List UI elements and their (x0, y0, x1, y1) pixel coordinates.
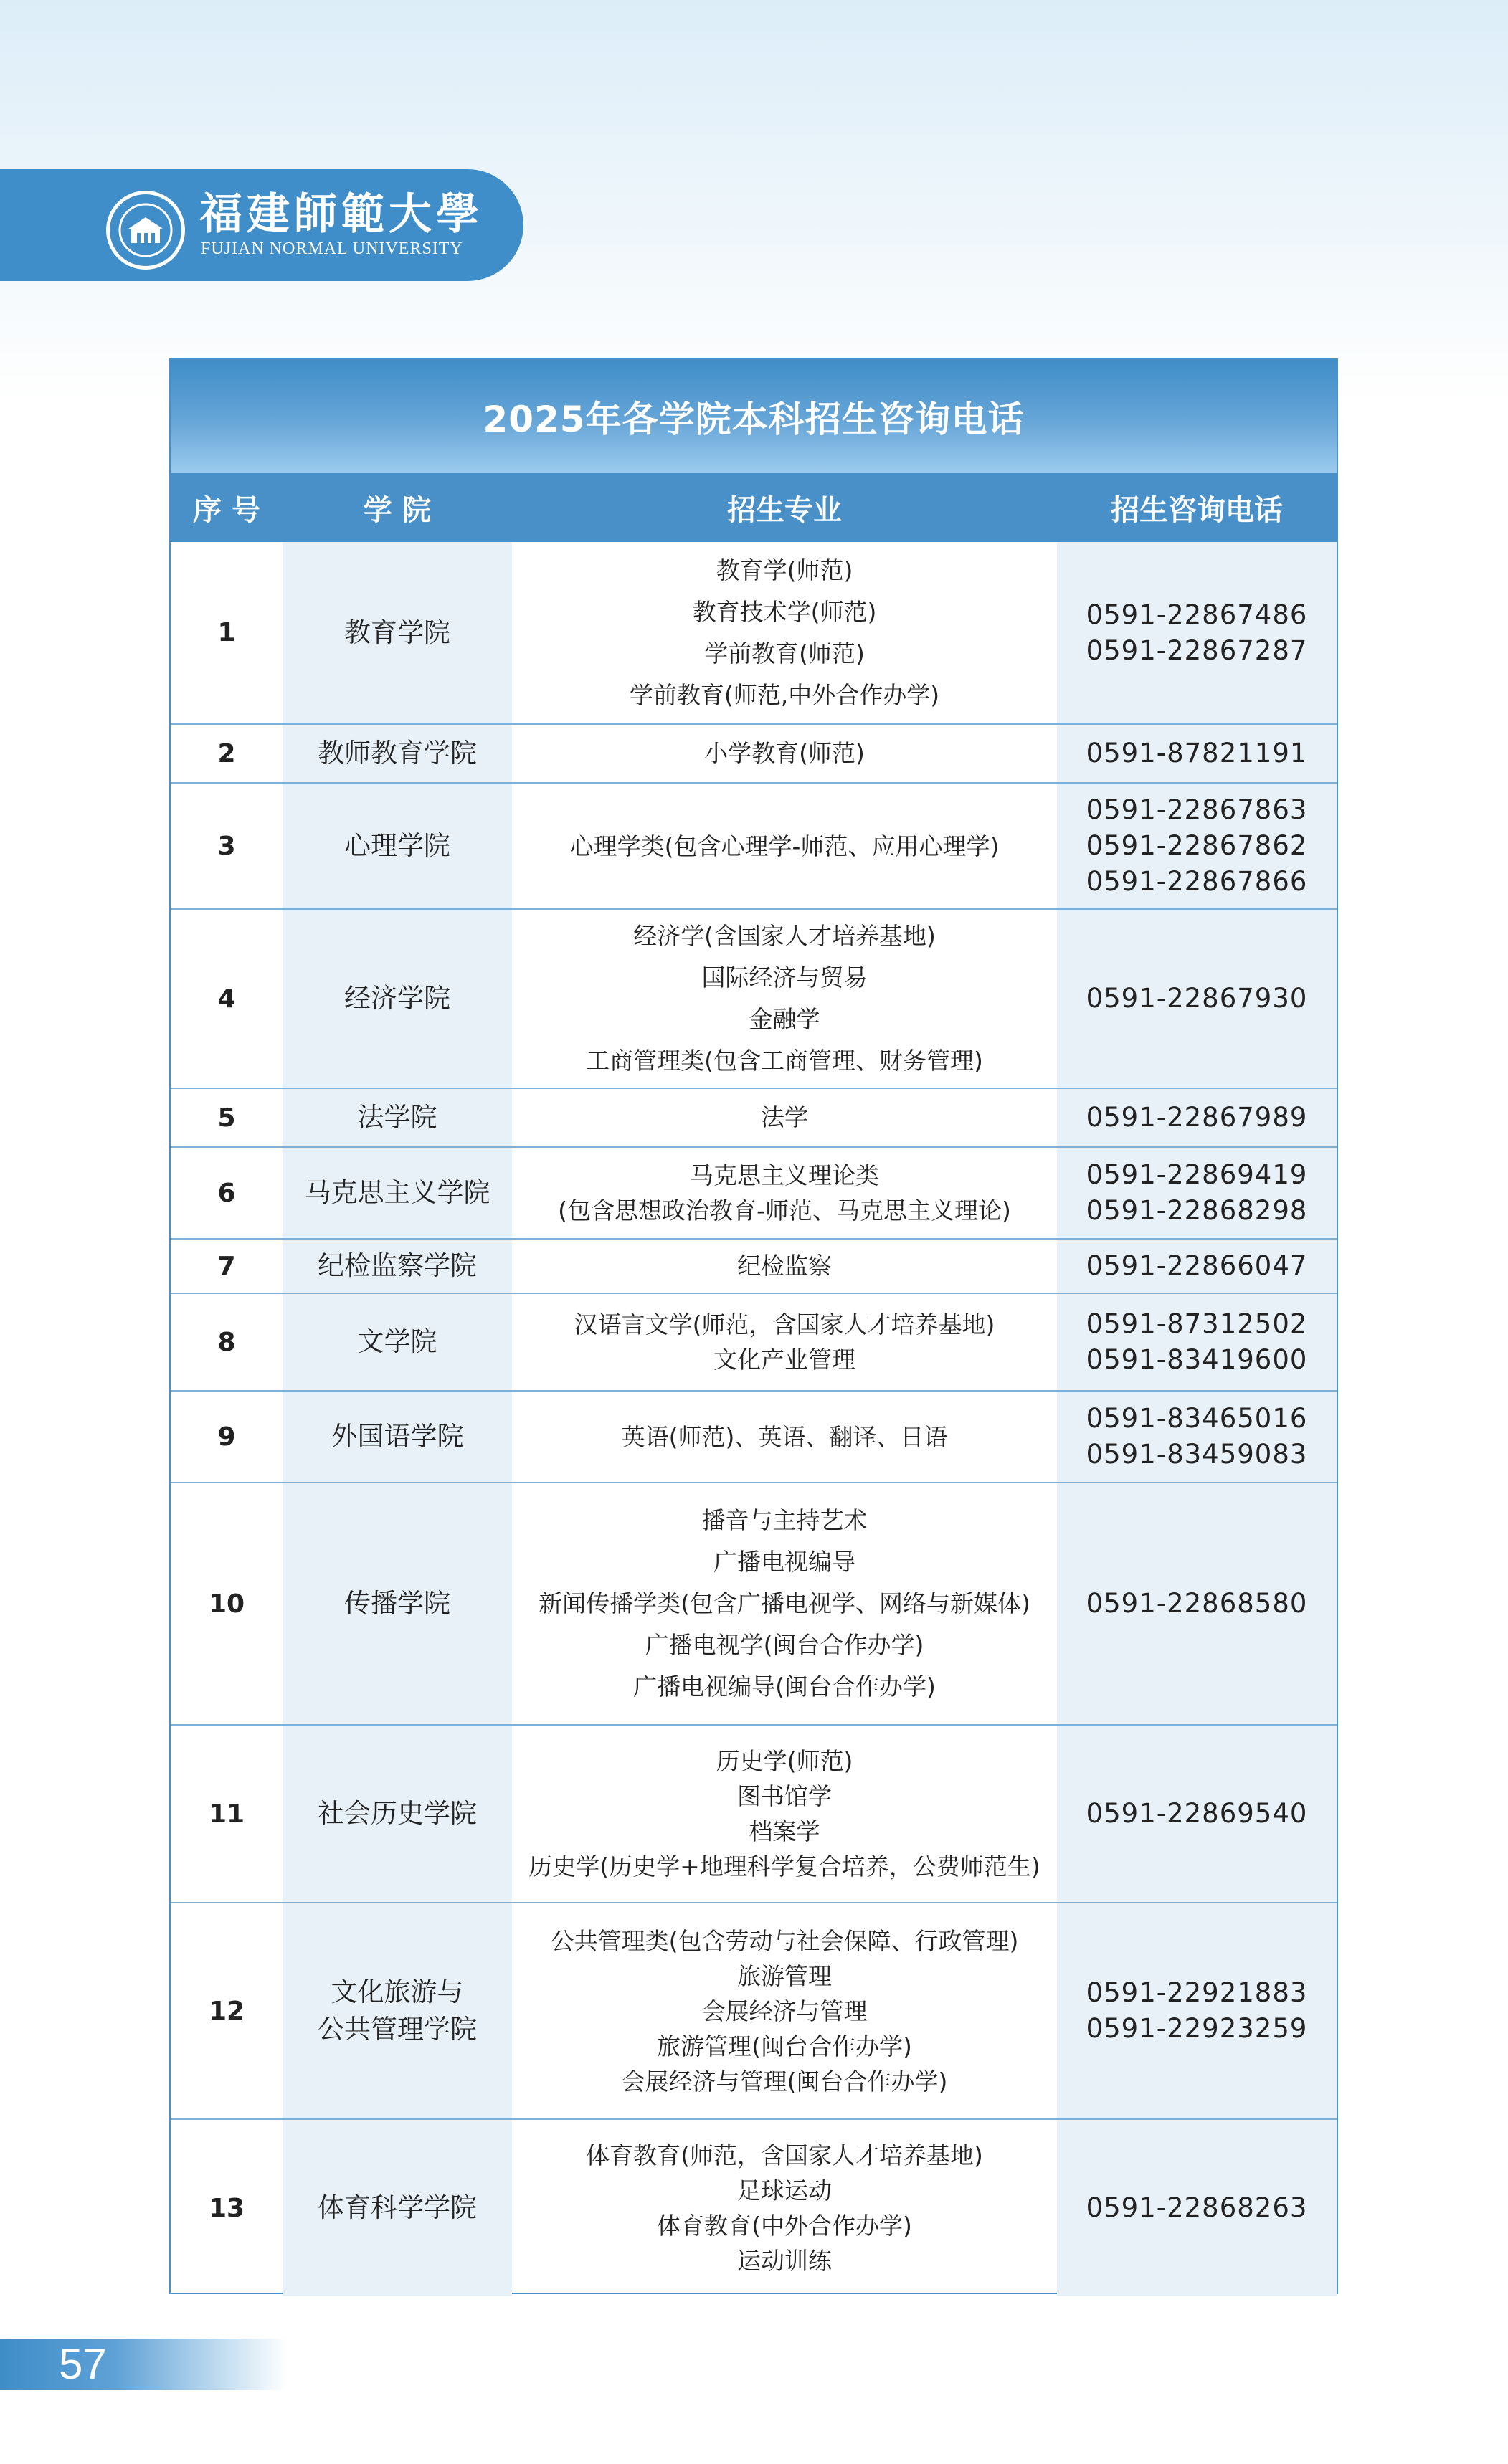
major-line: 图书馆学 (737, 1782, 832, 1810)
row-number: 9 (217, 1422, 236, 1452)
phone-number: 0591-22869419 (1086, 1159, 1308, 1190)
row-number: 8 (217, 1327, 236, 1357)
major-line: 纪检监察 (737, 1252, 832, 1280)
row-number: 2 (217, 738, 236, 769)
college-name-line: 传播学院 (344, 1588, 450, 1619)
majors-cell (512, 725, 1057, 782)
table-row (171, 1240, 1337, 1294)
phone-number: 0591-22869540 (1086, 1798, 1308, 1829)
major-line: 英语(师范)、英语、翻译、日语 (621, 1422, 948, 1451)
university-emblem-icon (106, 191, 185, 270)
phone-number: 0591-22868580 (1086, 1588, 1308, 1619)
college-name-line: 教师教育学院 (318, 738, 477, 769)
phone-cell (1057, 1240, 1337, 1293)
college-cell (283, 1392, 512, 1482)
majors-cell (512, 542, 1057, 723)
major-line: 教育技术学(师范) (692, 597, 877, 626)
table-row (171, 2120, 1337, 2296)
college-cell (283, 784, 512, 908)
phone-number: 0591-83465016 (1086, 1403, 1308, 1434)
major-line: 历史学(历史学+地理科学复合培养，公费师范生) (528, 1852, 1040, 1880)
college-name-line: 文化旅游与 (331, 1977, 464, 2007)
column-header-majors: 招生专业 (727, 493, 842, 527)
row-number: 13 (208, 2193, 245, 2223)
college-cell (283, 542, 512, 723)
table-row (171, 1392, 1337, 1483)
page-number-bar (0, 2339, 287, 2390)
college-name-line: 外国语学院 (331, 1421, 464, 1452)
column-header-no: 序 号 (193, 493, 260, 527)
majors-cell (512, 1726, 1057, 1902)
major-line: 会展经济与管理(闽台合作办学) (621, 2067, 948, 2096)
row-number: 5 (217, 1103, 236, 1133)
major-line: 体育教育(中外合作办学) (657, 2212, 912, 2240)
major-line: 档案学 (749, 1817, 820, 1845)
majors-cell (512, 784, 1057, 908)
major-line: 广播电视学(闽台合作办学) (645, 1631, 924, 1659)
college-name-line: 文学院 (357, 1326, 437, 1357)
phone-number: 0591-22868263 (1086, 2192, 1308, 2223)
major-line: 马克思主义理论类 (690, 1161, 879, 1189)
major-line: 播音与主持艺术 (701, 1506, 868, 1534)
major-line: 广播电视编导 (713, 1548, 855, 1576)
row-number: 4 (217, 984, 236, 1014)
major-line: 会展经济与管理 (701, 1997, 868, 2025)
phone-cell (1057, 1903, 1337, 2118)
column-header-college: 学 院 (364, 493, 431, 527)
phone-number: 0591-22868298 (1086, 1195, 1308, 1226)
table-header-row (171, 473, 1337, 542)
phone-cell (1057, 1089, 1337, 1146)
phone-cell (1057, 725, 1337, 782)
majors-cell (512, 1903, 1057, 2118)
page-number: 57 (59, 2340, 107, 2388)
logo-chinese-name: 福建師範大學 (199, 189, 483, 239)
major-line: 足球运动 (737, 2177, 832, 2204)
table-row (171, 1726, 1337, 1903)
major-line: 学前教育(师范) (704, 639, 865, 667)
majors-cell (512, 1240, 1057, 1293)
major-line: 汉语言文学(师范，含国家人才培养基地) (574, 1311, 995, 1338)
row-number: 11 (208, 1799, 245, 1829)
phone-number: 0591-22867486 (1086, 599, 1308, 630)
major-line: 运动训练 (737, 2247, 832, 2275)
row-number: 6 (217, 1178, 236, 1208)
row-number: 10 (208, 1589, 245, 1619)
phone-cell (1057, 1392, 1337, 1482)
phone-number: 0591-87312502 (1086, 1308, 1308, 1339)
phone-number: 0591-22923259 (1086, 2013, 1308, 2044)
table-row (171, 542, 1337, 725)
table-row (171, 784, 1337, 910)
phone-number: 0591-22921883 (1086, 1977, 1308, 2008)
major-line: 新闻传播学类(包含广播电视学、网络与新媒体) (539, 1589, 1030, 1617)
major-line: 心理学类(包含心理学-师范、应用心理学) (569, 832, 1000, 860)
phone-number: 0591-22867287 (1086, 634, 1308, 666)
table-row (171, 1148, 1337, 1240)
college-name-line: 纪检监察学院 (318, 1250, 477, 1281)
college-cell (283, 1726, 512, 1902)
table-row (171, 1483, 1337, 1726)
college-name-line: 经济学院 (344, 983, 450, 1014)
college-cell (283, 1089, 512, 1146)
major-line: 文化产业管理 (713, 1346, 855, 1374)
phone-number: 0591-87821191 (1086, 738, 1308, 769)
college-name-line: 教育学院 (344, 617, 450, 648)
table-title: 2025年各学院本科招生咨询电话 (483, 399, 1025, 440)
major-line: 经济学(含国家人才培养基地) (633, 922, 936, 950)
phone-cell (1057, 1726, 1337, 1902)
college-cell (283, 1483, 512, 1724)
phone-cell (1057, 1148, 1337, 1238)
column-header-phone: 招生咨询电话 (1111, 493, 1283, 527)
table-title-bar (171, 360, 1337, 473)
admissions-phone-table (169, 358, 1338, 2294)
phone-cell (1057, 1294, 1337, 1390)
majors-cell (512, 2120, 1057, 2296)
row-number: 12 (208, 1996, 245, 2026)
majors-cell (512, 1294, 1057, 1390)
major-line: 小学教育(师范) (704, 739, 865, 767)
phone-number: 0591-22867862 (1086, 830, 1308, 861)
majors-cell (512, 1392, 1057, 1482)
college-name-line: 马克思主义学院 (304, 1177, 490, 1208)
major-line: 教育学(师范) (716, 556, 853, 584)
table-row (171, 1089, 1337, 1148)
phone-cell (1057, 910, 1337, 1088)
college-name-line: 体育科学学院 (318, 2192, 477, 2223)
phone-number: 0591-83419600 (1086, 1344, 1308, 1375)
table-body (171, 542, 1337, 2296)
college-cell (283, 1294, 512, 1390)
row-number: 1 (217, 618, 236, 647)
major-line: 学前教育(师范,中外合作办学) (629, 680, 940, 709)
college-cell (283, 2120, 512, 2296)
major-line: 体育教育(师范，含国家人才培养基地) (586, 2141, 983, 2169)
college-name-line: 公共管理学院 (318, 2014, 477, 2045)
college-name-line: 心理学院 (344, 830, 450, 861)
majors-cell (512, 910, 1057, 1088)
phone-number: 0591-22867863 (1086, 794, 1308, 825)
major-line: 工商管理类(包含工商管理、财务管理) (586, 1047, 983, 1075)
college-cell (283, 1240, 512, 1293)
major-line: (包含思想政治教育-师范、马克思主义理论) (558, 1197, 1011, 1224)
major-line: 旅游管理 (737, 1961, 832, 1990)
college-name-line: 社会历史学院 (318, 1798, 477, 1829)
row-number: 3 (217, 831, 236, 861)
row-number: 7 (217, 1251, 236, 1281)
college-cell (283, 725, 512, 782)
phone-number: 0591-22867989 (1086, 1102, 1308, 1133)
phone-cell (1057, 2120, 1337, 2296)
major-line: 公共管理类(包含劳动与社会保障、行政管理) (550, 1926, 1019, 1955)
major-line: 金融学 (749, 1005, 820, 1033)
major-line: 旅游管理(闽台合作办学) (657, 2032, 912, 2060)
majors-cell (512, 1089, 1057, 1146)
college-cell (283, 1903, 512, 2118)
college-cell (283, 910, 512, 1088)
majors-cell (512, 1483, 1057, 1724)
college-name-line: 法学院 (357, 1102, 437, 1133)
phone-number: 0591-22866047 (1086, 1250, 1308, 1281)
phone-cell (1057, 1483, 1337, 1724)
college-cell (283, 1148, 512, 1238)
major-line: 历史学(师范) (716, 1747, 853, 1775)
table-row (171, 1903, 1337, 2120)
major-line: 法学 (761, 1103, 808, 1131)
major-line: 国际经济与贸易 (701, 964, 868, 991)
phone-cell (1057, 784, 1337, 908)
table-row (171, 910, 1337, 1089)
phone-number: 0591-22867866 (1086, 866, 1308, 897)
major-line: 广播电视编导(闽台合作办学) (633, 1673, 936, 1700)
table-row (171, 1294, 1337, 1392)
majors-cell (512, 1148, 1057, 1238)
logo-english-name: FUJIAN NORMAL UNIVERSITY (201, 239, 463, 258)
table-row (171, 725, 1337, 784)
phone-number: 0591-22867930 (1086, 983, 1308, 1014)
phone-number: 0591-83459083 (1086, 1439, 1308, 1470)
phone-cell (1057, 542, 1337, 723)
